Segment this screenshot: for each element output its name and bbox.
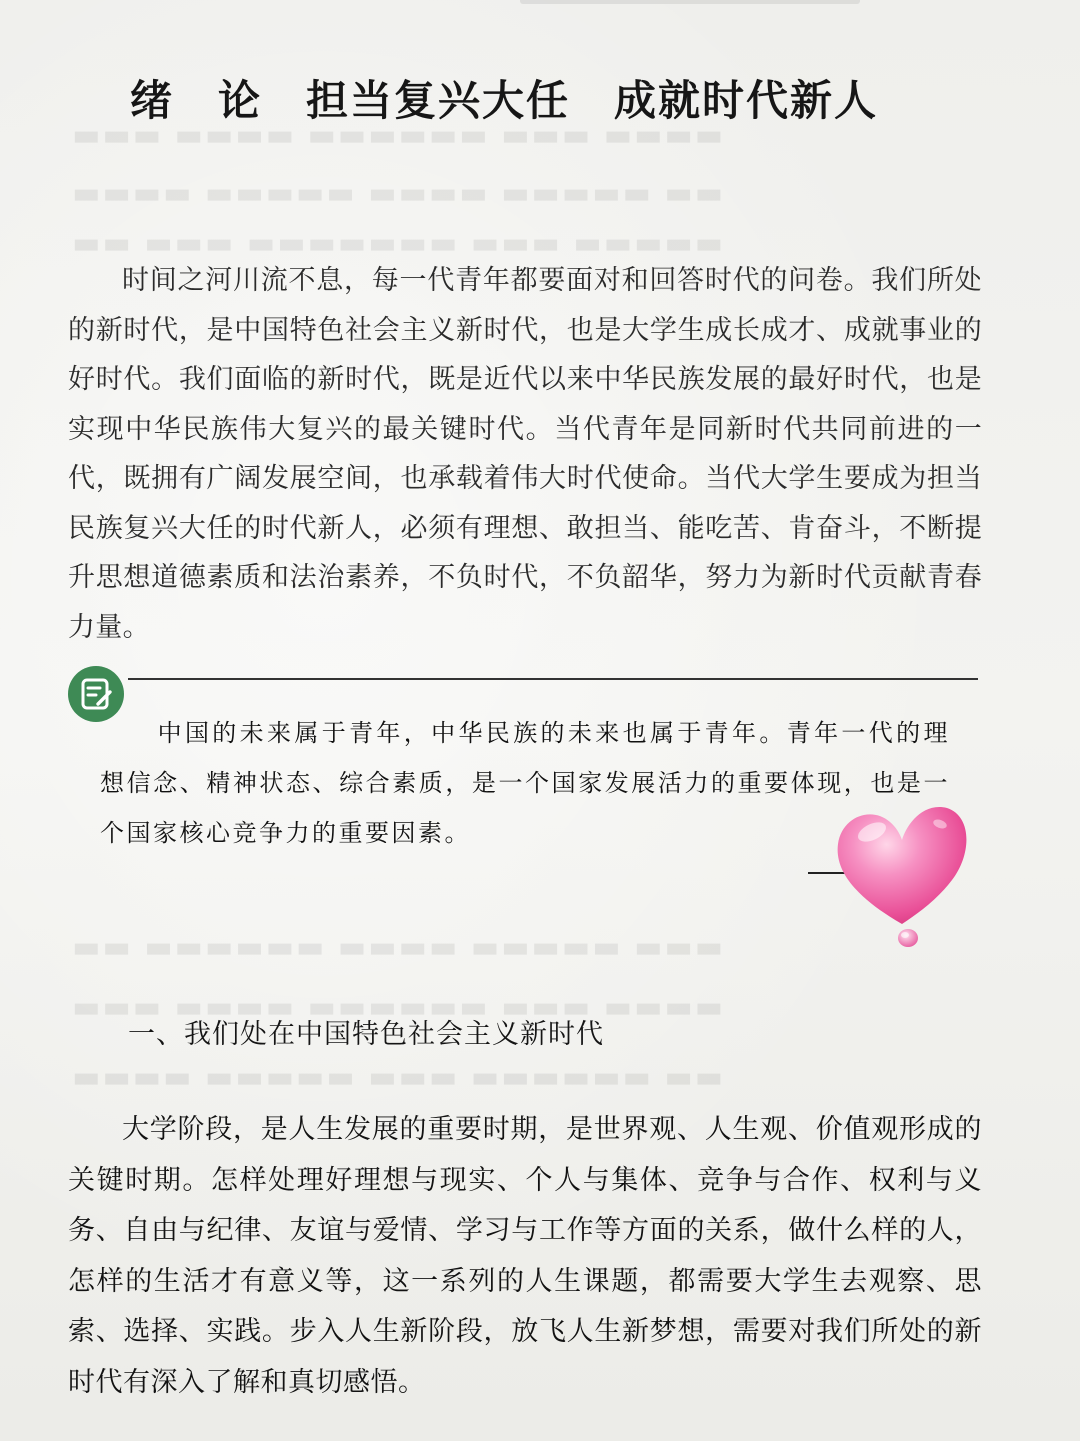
intro-paragraph: 时间之河川流不息，每一代青年都要面对和回答时代的问卷。我们所处的新时代，是中国特色社会主义新时代，也是大学生成长成才、成就事业的好时代。我们面临的新时代，既是近代以来中华民族发展的最好时代，也是实现中华民族伟大复兴的最关键时代。当代青年是同新时代共同前进的一代，既拥有广阔发展空间，也承载着伟大时代使命。当代大学生要成为担当民族复兴大任的时代新人，必须有理想、敢担当、能吃苦、肯奋斗，不断提升思想道德素质和法治素养，不负时代，不负韶华，努力为新时代贡献青春力量。 (68, 265, 982, 643)
chapter-title: 绪 论 担当复兴大任 成就时代新人 (130, 76, 879, 125)
bleed-through-text: ▬▬ ▬▬▬▬▬ ▬▬▬▬ ▬▬▬▬▬ ▬▬▬▬ (70, 176, 724, 211)
section-paragraph: 大学阶段，是人生发展的重要时期，是世界观、人生观、价值观形成的关键时期。怎样处理好理想与现实、个人与集体、竞争与合作、权利与义务、自由与纪律、友谊与爱情、学习与工作等方面的关系，做什么样的人，怎样的生活才有意义等，这一系列的人生课题，都需要大学生去观察、思索、选择、实践。步入人生新阶段，放飞人生新梦想，需要对我们所处的新时代有深入了解和真切感悟。 (68, 1114, 982, 1398)
bleed-through-text: ▬▬▬▬▬ ▬▬▬ ▬▬▬▬▬▬▬ ▬▬▬ ▬▬ (70, 226, 724, 261)
running-head-bleed (520, 0, 860, 4)
bleed-through-text: ▬▬▬▬ ▬▬▬ ▬▬▬▬▬▬ ▬▬▬▬ ▬▬▬ (70, 118, 724, 153)
bleed-through-text: ▬▬ ▬▬▬▬▬▬ ▬▬▬ ▬▬▬▬▬ ▬▬▬▬ (70, 1060, 724, 1095)
bleed-through-text: ▬▬▬ ▬▬▬▬▬ ▬▬▬▬ ▬▬▬▬▬▬ ▬▬ (70, 930, 724, 965)
pink-heart-sticker (832, 796, 972, 956)
quote-divider (128, 678, 978, 680)
bleed-through-text: ▬▬▬▬ ▬▬▬ ▬▬▬▬▬▬ ▬▬▬▬ ▬▬▬ (70, 990, 724, 1025)
section-heading: 一、我们处在中国特色社会主义新时代 (128, 1019, 604, 1050)
quote-text: 中国的未来属于青年，中华民族的未来也属于青年。青年一代的理想信念、精神状态、综合素质，是一个国家发展活力的重要体现，也是一个国家核心竞争力的重要因素。 (100, 719, 950, 847)
